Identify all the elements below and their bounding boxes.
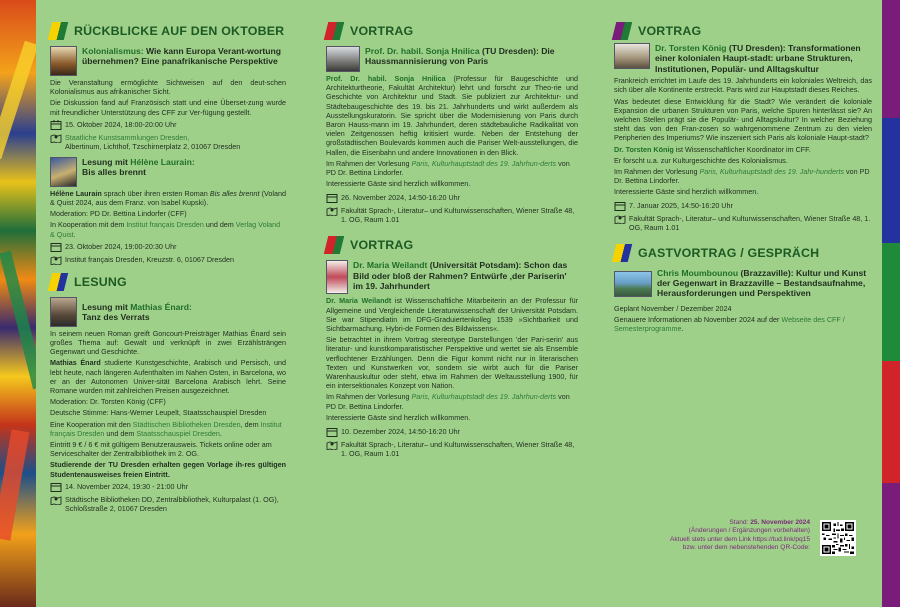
event-date: 26. November 2024, 14:50-16:20 Uhr: [326, 193, 578, 203]
event-header: [614, 268, 872, 299]
event-text: Er forscht u.a. zur Kulturgeschichte des Kolonialismus.: [614, 155, 788, 165]
event-text: Studierende der TU Dresden erhalten gegen Vorlage ih-res gültigen Studentenausweises freien Eintritt.: [50, 460, 286, 479]
calendar-icon: [50, 120, 62, 130]
event-text: Moderation: PD Dr. Bettina Lindorfer (CFF): [50, 209, 187, 219]
event-title: Dr. Maria Weilandt (Universität Potsdam): Schon das Bild oder bloß der Rahmen? Entwürfe ‚der Pariserin' im 19. Jahrhundert: [353, 260, 568, 292]
event-title: Lesung mit Mathias Énard: Tanz des Verrats: [82, 301, 192, 323]
event-header: [326, 260, 578, 294]
section-marker: [324, 236, 344, 254]
event-header: [50, 297, 286, 327]
decorative-artwork-strip: [0, 0, 36, 607]
map-pin-icon: [326, 206, 338, 216]
section-vortrag-1: [326, 20, 578, 42]
section-title: LESUNG: [74, 274, 127, 289]
event-title: Lesung mit Hélène Laurain: Bis alles brennt: [82, 156, 195, 178]
map-pin-icon: [50, 495, 62, 505]
column-right: [614, 0, 872, 607]
book-cover-thumbnail: [50, 157, 77, 187]
column-middle: [326, 0, 578, 607]
event-location: Fakultät Sprach-, Literatur– und Kulturwissenschaften, Wiener Straße 48, 1. OG, Raum 1.01: [326, 440, 578, 458]
event-text: Im Rahmen der Vorlesung Paris, Kulturhauptstadt des 19. Jahr-hunderts von PD Dr. Bettina Lindorfer.: [614, 167, 870, 186]
event-text: Die Diskussion fand auf Französisch statt und eine Überset-zung wurde mit freundlicher Unterstützung des CFF zur Ver-fügung gestellt.: [50, 98, 286, 117]
section-marker: [324, 22, 344, 40]
event-text: Interessierte Gäste sind herzlich willkommen.: [614, 187, 759, 197]
event-title: Chris Moumbounou (Brazzaville): Kultur und Kunst der Gegenwart in Brazzaville – Bestandsaufnahme, Herausforderungen und Perspektiven: [657, 267, 867, 299]
section-marker: [612, 244, 632, 262]
event-text: Dr. Maria Weilandt ist Wissenschaftliche Mitarbeiterin an der Professur für Allgemeine und Vergleichende Literaturwissenschaft der Universität Potsdam. Sie war Stipendiatin im DFG-Graduiertenkolleg 1539 »Sichtbarkeit und Sichtbarmachung. Hybri-de Formen des Bildwissens«.: [326, 296, 578, 334]
link-institut[interactable]: Institut français Dresden: [50, 419, 282, 438]
event-location: Staatliche Kunstsammlungen Dresden, Albertinum, Lichthof, Tzschirnerplatz 2, 01067 Dresden: [50, 133, 286, 151]
paris-photo-thumbnail: [326, 46, 360, 72]
calendar-icon: [326, 193, 338, 203]
event-location: Fakultät Sprach-, Literatur– und Kulturwissenschaften, Wiener Straße 48, 1. OG, Raum 1.01: [614, 214, 872, 232]
event-text: Mathias Énard studierte Kunstgeschichte, Arabisch und Persisch, und lebt heute, nach längeren Aufenthalten im Nahen Osten, in Barcelona, wo er an der Autonomen Univer-sität Barcelona Arabisch lehrt. Seine Romane wurden mit zahlreichen Preisen ausgezeichnet.: [50, 358, 286, 396]
book-cover-thumbnail: [326, 260, 348, 294]
section-marker: [612, 22, 632, 40]
event-header: [50, 46, 286, 76]
event-text: Was bedeutet diese Entwicklung für die Stadt? Wie verändert die koloniale Expansion die urbanen Strukturen von Paris, welche Spuren hinterlässt sie? An welchen Stellen prägt sie die Populär- und Alltagskultur? In welcher Beziehung steht das von den Fran-zosen so wahrgenommene Zentrum zu den vielen Peripherien des Imperiums? Wie inszeniert sich Paris als koloniale Haupt-stadt?: [614, 96, 872, 143]
link-institut[interactable]: Institut français Dresden: [126, 220, 204, 230]
event-date: 10. Dezember 2024, 14:50-16:20 Uhr: [326, 427, 578, 437]
event-date: 23. Oktober 2024, 19:00-20:30 Uhr: [50, 242, 286, 252]
section-title: VORTRAG: [350, 238, 414, 253]
event-location: Städtische Bibliotheken DD, Zentralbibliothek, Kulturpalast (1. OG), Schloßstraße 2, 01067 Dresden: [50, 495, 286, 513]
mask-thumbnail: [50, 46, 77, 76]
event-title: Kolonialismus: Wie kann Europa Verant-wortung übernehmen? Eine panafrikanische Perspektive: [82, 46, 282, 67]
stand-info: Stand: 25. November 2024 (Änderungen / Ergänzungen vorbehalten) Aktuell stets unter dem Link https://tud.link/pq15 bzw. unter dem nebenstehenden QR-Code:: [669, 519, 810, 551]
calendar-icon: [326, 427, 338, 437]
event-text: Eine Kooperation mit den Städtischen Bibliotheken Dresden, dem Institut français Dresden und dem Staatsschauspiel Dresden.: [50, 419, 282, 438]
calendar-icon: [50, 242, 62, 252]
event-text: Dr. Torsten König ist Wissenschaftlicher Koordinator im CFF.: [614, 144, 811, 154]
event-header: [50, 157, 286, 187]
link-bibliotheken[interactable]: Städtischen Bibliotheken Dresden: [132, 419, 241, 429]
section-rueckblicke: [50, 20, 286, 42]
event-text: Interessierte Gäste sind herzlich willkommen.: [326, 179, 471, 189]
event-date: 7. Januar 2025, 14:50-16:20 Uhr: [614, 201, 872, 211]
event-text: Moderation: Dr. Torsten König (CFF): [50, 397, 166, 407]
section-marker: [48, 22, 68, 40]
portrait-thumbnail: [50, 297, 77, 327]
color-bar-right: [882, 0, 900, 607]
section-title: VORTRAG: [350, 24, 414, 38]
location-link[interactable]: Staatliche Kunstsammlungen Dresden,: [65, 132, 190, 142]
map-pin-icon: [614, 214, 626, 224]
event-text: Hélène Laurain sprach über ihren ersten Roman Bis alles brennt (Voland & Quist 2024, aus dem Franz. von Isabel Kupski).: [50, 188, 286, 208]
event-location: Fakultät Sprach-, Literatur– und Kulturwissenschaften, Wiener Straße 48, 1. OG, Raum 1.01: [326, 206, 578, 224]
event-text: Geplant November / Dezember 2024: [614, 303, 732, 313]
section-vortrag-3: [614, 20, 872, 42]
event-location: Institut français Dresden, Kreuzstr. 6, 01067 Dresden: [50, 255, 286, 265]
section-lesung: [50, 271, 286, 293]
column-left: [50, 0, 286, 607]
event-text: Sie betrachtet in ihrem Vortrag stereotype Darstellungen 'der Pari-serin' aus literatur- und kunstkomparatistischer Perspektive und wertet sie als Ensemble verflochtener Erzählungen. Denn die Figur kommt nicht nur in literarischen Texten und Kunstwerken vor, sondern sie wirbt auch für die Pariser Warenhauskultur oder steht, etwa im Rahmen der Weltausstellung 1900, für ein intersektionales Konzept von Nation.: [326, 335, 578, 391]
section-title: RÜCKBLICKE AUF DEN OKTOBER: [74, 24, 285, 38]
event-text: Die Veranstaltung ermöglichte Sichtweisen auf den deut-schen Kolonialismus aus afrikanischer Sicht.: [50, 78, 286, 97]
event-text: In Kooperation mit dem Institut français Dresden und dem Verlag Voland & Quist.: [50, 220, 281, 239]
qr-code[interactable]: [820, 520, 856, 556]
building-photo-thumbnail: [614, 43, 650, 69]
event-text: Im Rahmen der Vorlesung Paris, Kulturhauptstadt des 19. Jahrhun-derts von PD Dr. Bettina Lindorfer.: [326, 392, 570, 411]
event-text: Deutsche Stimme: Hans-Werner Leupelt, Staatsschauspiel Dresden: [50, 408, 267, 418]
event-text: Prof. Dr. habil. Sonja Hnilica (Professur für Baugeschichte und Architekturtheorie, Fakultät Architektur) lehrt und forscht zur Theo-rie und Geschichte von Architektur und Stadt. Sie publiziert zur Architektur- und Städtebaugeschichte des 19. bis 21. Jahrhunderts und wirkt außerdem als Ausstellungskuratorin. Sie spricht über die Modernisierung von Paris durch Baron Hauss-mann im 19. Jahrhundert, deren städtebauliche Radikalität von vielen Zeitgenossen heftig kritisiert wurde. Neben der Entstehung der großstädtischen Boulevards kommen auch die Pariser Welt-ausstellungen, die Hallen, die Eisenbahn und andere Innovationen in den Blick.: [326, 74, 578, 157]
map-pin-icon: [326, 440, 338, 450]
section-title: GASTVORTRAG / GESPRÄCH: [638, 245, 820, 260]
event-text: Im Rahmen der Vorlesung Paris, Kulturhauptstadt des 19. Jahrhun-derts von PD Dr. Bettina Lindorfer.: [326, 158, 570, 178]
link-staatsschauspiel[interactable]: Staatsschauspiel Dresden: [136, 428, 220, 438]
calendar-icon: [50, 482, 62, 492]
short-link[interactable]: https://tud.link/pq15: [752, 535, 810, 543]
map-pin-icon: [50, 255, 62, 265]
event-title: Prof. Dr. habil. Sonja Hnilica (TU Dresden): Die Haussmannisierung von Paris: [365, 46, 555, 67]
event-date: 14. November 2024, 19:30 - 21:00 Uhr: [50, 482, 286, 492]
section-title: VORTRAG: [638, 24, 702, 38]
city-photo-thumbnail: [614, 271, 652, 297]
event-text: In seinem neuen Roman greift Goncourt-Preisträger Mathias Énard sein großes Thema auf: Gewalt und verknüpft in zwei Erzählsträngen Gegenwart und Geschichte.: [50, 328, 286, 357]
event-header: [614, 43, 872, 74]
event-title: Dr. Torsten König (TU Dresden): Transformationen einer kolonialen Haupt-stadt: urbane Strukturen, Institutionen, Populär- und Alltagskultur: [655, 43, 861, 74]
event-text: Eintritt 9 € / 6 € mit gültigem Benutzerausweis. Tickets online oder am Serviceschalter der Zentralbibliothek im 2. OG.: [50, 440, 272, 459]
link-verlag[interactable]: Verlag Voland & Quist: [50, 220, 281, 239]
section-gastvortrag: [614, 242, 872, 264]
event-text: Interessierte Gäste sind herzlich willkommen.: [326, 412, 471, 422]
link-webseite-cff[interactable]: Webseite des CFF / Semesterprogramme: [614, 315, 845, 334]
event-text: Genauere Informationen ab November 2024 auf der Webseite des CFF / Semesterprogramme.: [614, 315, 845, 334]
event-header: [326, 46, 578, 72]
section-vortrag-2: [326, 234, 578, 256]
calendar-icon: [614, 201, 626, 211]
map-pin-icon: [50, 133, 62, 143]
event-text: Frankreich errichtet im Laufe des 19. Jahrhunderts ein koloniales Weltreich, das sich über alle Kontinente erstreckt. Paris wird zur Hauptstadt dieses Reiches.: [614, 76, 872, 95]
section-marker: [48, 273, 68, 291]
event-date: 15. Oktober 2024, 18:00-20:00 Uhr: [50, 120, 286, 130]
